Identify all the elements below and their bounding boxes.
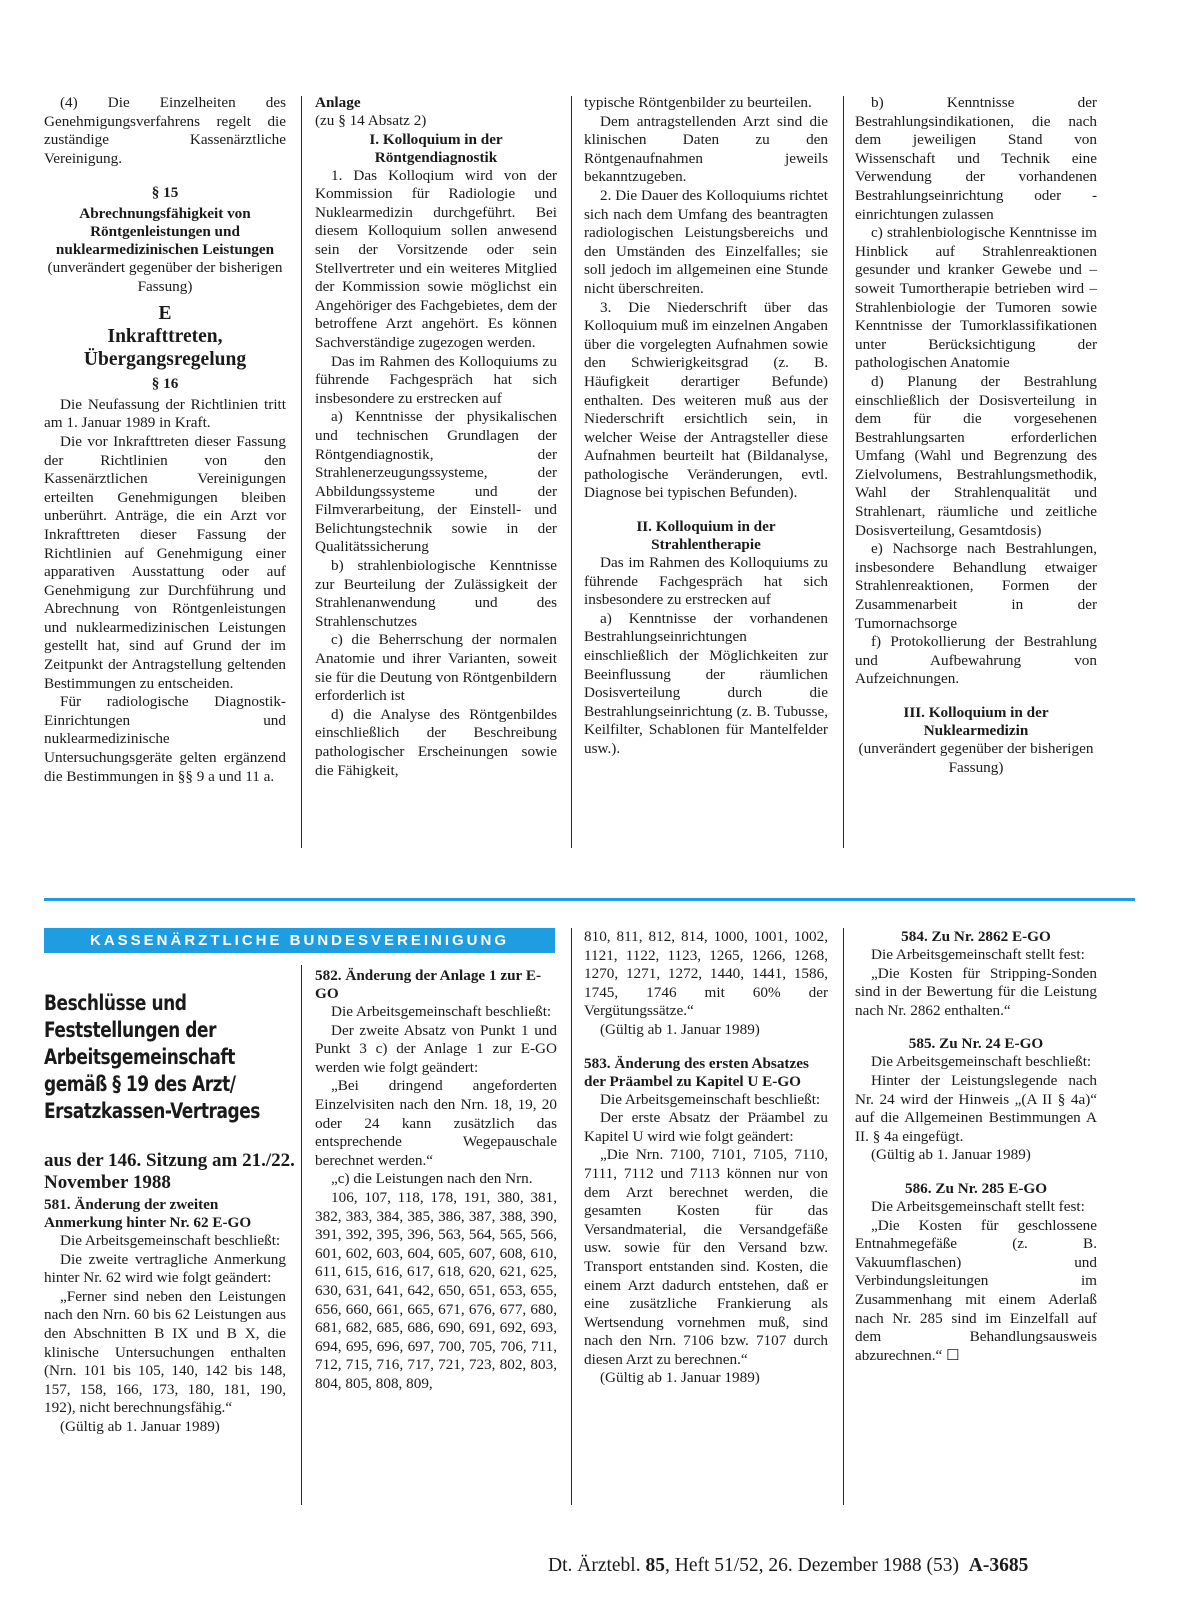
- journal-volume: 85: [645, 1555, 665, 1576]
- kbv-column-4: [855, 928, 1097, 1365]
- page-number: A-3685: [968, 1555, 1029, 1576]
- kolloquium-3-title: III. Kolloquium in der Nuklearmedizin: [903, 704, 1049, 739]
- kolloquium-niederschrift: 3. Die Niederschrift über das Kolloquium muß im einzelnen Angaben über die vorgelegten Aufnahmen sowie den Schwierigkeitsgrad (z. B. Häufigkeit derartiger Befunde) enthalten. Des weiteren muß aus der Niederschrift ersichtlich sein, in welcher Weise der Antragsteller diese Aufnahmen beurteilt hat (Bildanalyse, pathologische Veränderungen, evtl. Diagnose bei typischen Befunden).: [584, 298, 828, 502]
- item-585-p2: Hinter der Leistungslegende nach Nr. 24 wird der Hinweis „(A II § 4a)“ auf die Allgemeinen Bestimmungen A II. § 4a eingefügt.: [855, 1071, 1097, 1145]
- kbv-banner-text: KASSENÄRZTLICHE BUNDESVEREINIGUNG: [89, 932, 510, 949]
- section-15-symbol: § 15: [151, 184, 179, 202]
- item-583-p1: Die Arbeitsgemeinschaft beschließt:: [600, 1090, 821, 1108]
- item-583-valid: (Gültig ab 1. Januar 1989): [600, 1369, 760, 1387]
- section-15-note: (unverändert gegenüber der bisherigen Fassung): [47, 258, 283, 295]
- kbv-banner: [44, 928, 555, 953]
- kbv-headline: Beschlüsse und Feststellungen der Arbeitsgemeinschaft gemäß § 19 des Arzt/ Ersatzkassen-Vertrages: [44, 991, 260, 1123]
- kbv-subhead: aus der 146. Sitzung am 21./22. November 1988: [44, 1150, 295, 1193]
- item-581-p2: Die zweite vertragliche Anmerkung hinter Nr. 62 wird wie folgt geändert:: [44, 1250, 286, 1287]
- item-582-p2: Der zweite Absatz von Punkt 1 und Punkt 3 c) der Anlage 1 zur E-GO werden wie folgt geändert:: [315, 1021, 557, 1076]
- kolloquium-1-b: b) strahlenbiologische Kenntnisse zur Beurteilung der Zulässigkeit der Strahlenanwendung und des Strahlenschutzes: [315, 557, 557, 630]
- column-rule: [571, 928, 572, 1505]
- item-583-title: 583. Änderung des ersten Absatzes der Präambel zu Kapitel U E-GO: [584, 1054, 809, 1090]
- item-581-p3: „Ferner sind neben den Leistungen nach den Nrn. 60 bis 62 Leistungen aus den Abschnitten B IX und B X, die klinische Untersuchungen enthalten (Nrn. 101 bis 105, 140, 142 bis 148, 157, 158, 166, 173, 180, 181, 190, 192), nicht berechnungsfähig.“: [44, 1287, 286, 1417]
- kolloquium-2-c: c) strahlenbiologische Kenntnisse im Hinblick auf Strahlenreaktionen gesunder und kranker Gewebe und – soweit Tumortherapie betrieben wird – Strahlenbiologie der Tumoren sowie Kenntnisse der Tumorklassifikationen unter Berücksichtigung der pathologischen Anatomie: [855, 224, 1097, 372]
- item-586-title: 586. Zu Nr. 285 E-GO: [904, 1179, 1048, 1197]
- item-584-p1: Die Arbeitsgemeinschaft stellt fest:: [871, 946, 1085, 963]
- anlage-heading: Anlage: [315, 94, 361, 111]
- item-581-p1: Die Arbeitsgemeinschaft beschließt:: [60, 1232, 281, 1249]
- kolloquium-2-e: e) Nachsorge nach Bestrahlungen, insbesondere Behandlung etwaiger Strahlenreaktionen, Formen der Zusammenarbeit in der Tumornachsorge: [855, 540, 1097, 632]
- item-582-valid: (Gültig ab 1. Januar 1989): [600, 1020, 760, 1038]
- item-586-p1: Die Arbeitsgemeinschaft stellt fest:: [871, 1197, 1085, 1215]
- kolloquium-1-c: c) die Beherrschung der normalen Anatomie und ihrer Varianten, soweit sie für die Deutung von Röntgenbildern erforderlich ist: [315, 631, 557, 705]
- section-16-symbol: § 16: [151, 375, 179, 393]
- item-581-title: 581. Änderung der zweiten Anmerkung hinter Nr. 62 E-GO: [44, 1196, 252, 1231]
- column-rule: [843, 928, 844, 1505]
- column-rule: [571, 96, 572, 848]
- kolloquium-dauer: 2. Die Dauer des Kolloquiums richtet sich nach dem Umfang des beantragten radiologischen Leistungsbereichs und den Umständen des Einzelfalles; sie soll jedoch im allgemeinen eine Stunde nicht überschreiten.: [584, 186, 828, 297]
- kolloquium-2-d: d) Planung der Bestrahlung einschließlich der Dosisverteilung in dem für die vorgesehenen Bestrahlungsarten erforderlichen Umfang (Wahl und Begrenzung des Zielvolumens, Bestrahlungsmethodik, Wahl der Strahlenqualität und Strahlenart, räumliche und zeitliche Dosisverteilung, Gesamtdosis): [855, 372, 1097, 539]
- item-582-p4: „c) die Leistungen nach den Nrn.: [331, 1170, 533, 1188]
- item-585-valid: (Gültig ab 1. Januar 1989): [871, 1146, 1031, 1164]
- kolloquium-1-p2: Das im Rahmen des Kolloquiums zu führende Fachgespräch hat sich insbesondere zu erstrecken auf: [315, 352, 557, 407]
- section-e-title: Inkrafttreten, Übergangsregelung: [83, 326, 247, 371]
- kolloquium-2-f: f) Protokollierung der Bestrahlung und Aufbewahrung von Aufzeichnungen.: [855, 633, 1097, 688]
- kolloquium-1-title: I. Kolloquium in der Röntgendiagnostik: [369, 130, 503, 166]
- kolloquium-3-note: (unverändert gegenüber der bisherigen Fassung): [858, 740, 1094, 776]
- item-584-p2: „Die Kosten für Stripping-Sonden sind in der Bewertung für die Leistung nach Nr. 2862 enthalten.“: [855, 964, 1097, 1019]
- kolloquium-2-a: a) Kenntnisse der vorhandenen Bestrahlungseinrichtungen einschließlich der Möglichkeiten zur Beeinflussung der räumlichen Dosisverteilung durch die Bestrahlungseinrichtung (z. B. Tubusse, Keilfilter, Schablonen für Mantelfelder usw.).: [584, 609, 828, 757]
- column-rule: [301, 965, 302, 1505]
- anlage-reference: (zu § 14 Absatz 2): [315, 112, 427, 129]
- genehmigung-paragraph: (4) Die Einzelheiten des Genehmigungsverfahrens regelt die zuständige Kassenärztliche Vereinigung.: [44, 94, 286, 167]
- section-divider: [44, 898, 1135, 901]
- item-586-p2: „Die Kosten für geschlossene Entnahmegefäße (z. B. Vakuumflaschen) und Verbindungsleitungen im Zusammenhang mit einem Aderlaß nach Nr. 285 sind im Einzelfall auf dem Behandlungsausweis abzurechnen.“ ☐: [855, 1216, 1097, 1364]
- section-e-letter: E: [158, 303, 172, 325]
- column-rule: [301, 96, 302, 848]
- item-584-title: 584. Zu Nr. 2862 E-GO: [901, 928, 1051, 945]
- top-column-4: [855, 94, 1097, 777]
- kolloquium-1-p3: Dem antragstellenden Arzt sind die klinischen Daten zu den Röntgenaufnahmen jeweils bekanntzugeben.: [584, 112, 828, 186]
- item-581-valid: (Gültig ab 1. Januar 1989): [60, 1417, 220, 1435]
- kbv-column-1: [44, 1196, 286, 1437]
- top-column-2: [315, 94, 557, 780]
- diagnostik-paragraph: Für radiologische Diagnostik-Einrichtungen und nuklearmedizinische Untersuchungsgeräte gelten ergänzend die Bestimmungen in §§ 9 a und 11 a.: [44, 693, 286, 785]
- inkrafttreten-paragraph: Die Neufassung der Richtlinien tritt am 1. Januar 1989 in Kraft.: [44, 395, 286, 432]
- item-585-p1: Die Arbeitsgemeinschaft beschließt:: [871, 1053, 1092, 1071]
- top-column-3: [584, 94, 828, 759]
- item-583-p3: „Die Nrn. 7100, 7101, 7105, 7110, 7111, 7112 und 7113 können nur von dem Arzt berechnet werden, die gesamten Kosten für das Versandmaterial, die Versandgefäße usw. sowie für den Versand bzw. Transport entstanden sind. Kosten, die einem Arzt dadurch entstehen, daß er eine zusätzliche Frankierung als Wertsendung vornehmen muß, sind nach den Nrn. 7106 bzw. 7107 durch diesen Arzt zu berechnen.“: [584, 1146, 828, 1368]
- kbv-column-2: [315, 967, 557, 1393]
- journal-name: Dt. Ärztebl.: [548, 1555, 641, 1576]
- item-582-p3: „Bei dringend angeforderten Einzelvisiten nach den Nrn. 18, 19, 20 oder 24 kann zusätzlich das entsprechende Wegepauschale berechnet werden.“: [315, 1077, 557, 1169]
- kbv-column-3: [584, 928, 828, 1388]
- section-15-title: Abrechnungsfähigkeit von Röntgenleistungen und nuklearmedizinischen Leistungen: [55, 204, 275, 258]
- item-582-numbers: 106, 107, 118, 178, 191, 380, 381, 382, 383, 384, 385, 386, 387, 388, 390, 391, 392, 395, 396, 563, 564, 565, 566, 601, 602, 603, 604, 605, 607, 608, 610, 611, 615, 616, 617, 618, 620, 621, 625, 630, 631, 641, 642, 650, 651, 653, 655, 656, 660, 661, 665, 671, 676, 677, 680, 681, 682, 685, 686, 690, 691, 692, 693, 694, 695, 696, 697, 700, 705, 706, 711, 712, 715, 716, 717, 721, 723, 802, 803, 804, 805, 808, 809,: [315, 1188, 557, 1392]
- kolloquium-1-d-cont: typische Röntgenbilder zu beurteilen.: [584, 94, 812, 111]
- kolloquium-2-p1: Das im Rahmen des Kolloquiums zu führende Fachgespräch hat sich insbesondere zu erstrecken auf: [584, 554, 828, 609]
- kolloquium-2-b: b) Kenntnisse der Bestrahlungsindikationen, die nach dem jeweiligen Stand von Wissenschaft und Technik eine Verwendung der vorhandenen Bestrahlungseinrichtung oder -einrichtungen zulassen: [855, 94, 1097, 223]
- top-column-1: [44, 94, 286, 786]
- item-582-title: 582. Änderung der Anlage 1 zur E-GO: [315, 967, 542, 1002]
- kolloquium-1-d: d) die Analyse des Röntgenbildes einschließlich der Beschreibung pathologischer Erscheinungen sowie die Fähigkeit,: [315, 705, 557, 779]
- issue-date: , Heft 51/52, 26. Dezember 1988 (53): [664, 1555, 960, 1576]
- kolloquium-1-p1: 1. Das Kolloqium wird von der Kommission für Radiologie und Nuklearmedizin durchgeführt. Bei diesem Kolloquium sollen anwesend sein der Vorsitzende oder sein Stellvertreter und ein weiteres Mitglied der Kommission sowie möglichst ein Angehöriger des Fachgebietes, dem der betroffene Arzt angehört. Es können Sachverständige zugezogen werden.: [315, 166, 557, 351]
- item-582-p1: Die Arbeitsgemeinschaft beschließt:: [331, 1003, 552, 1020]
- page-footer: [548, 1555, 1028, 1577]
- item-585-title: 585. Zu Nr. 24 E-GO: [908, 1035, 1044, 1053]
- item-583-p2: Der erste Absatz der Präambel zu Kapitel U wird wie folgt geändert:: [584, 1109, 828, 1145]
- kolloquium-1-a: a) Kenntnisse der physikalischen und technischen Grundlagen der Röntgendiagnostik, der Strahlenerzeugungssysteme, der Abbildungssysteme und der Filmverarbeitung, der Einstell- und Belichtungstechnik sowie in der Qualitätssicherung: [315, 408, 557, 556]
- column-rule: [843, 96, 844, 848]
- uebergang-paragraph: Die vor Inkrafttreten dieser Fassung der Richtlinien von den Kassenärztlichen Vereinigungen erteilten Genehmigungen bleiben unberührt. Anträge, die ein Arzt vor Inkrafttreten dieser Fassung der Richtlinien auf Genehmigung einer apparativen Ausstattung oder auf Genehmigung zur Durchführung und Abrechnung von Röntgenleistungen und nuklearmedizinischen Leistungen gestellt hat, sind auf Grund der im Zeitpunkt der Antragstellung geltenden Bestimmungen zu entscheiden.: [44, 432, 286, 692]
- kolloquium-2-title: II. Kolloquium in der Strahlentherapie: [636, 518, 776, 554]
- item-582-numbers-cont: 810, 811, 812, 814, 1000, 1001, 1002, 1121, 1122, 1123, 1265, 1266, 1268, 1270, 1271, 1272, 1440, 1441, 1586, 1745, 1746 mit 60% der Vergütungssätze.“: [584, 928, 828, 1020]
